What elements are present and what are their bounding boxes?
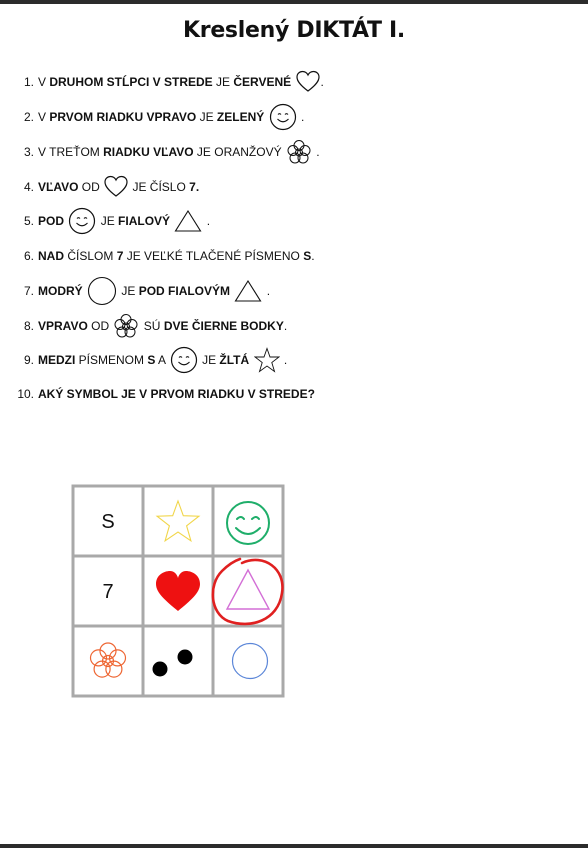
item-number: 6. — [23, 249, 34, 263]
text — [291, 75, 294, 89]
text: A — [155, 353, 169, 367]
grid-cell — [91, 643, 126, 677]
text — [170, 214, 173, 228]
bold-text: ČERVENÉ — [233, 75, 292, 89]
text: JE — [118, 284, 139, 298]
text: . — [283, 319, 288, 333]
smiley-icon — [227, 502, 269, 544]
instruction-item — [0, 279, 270, 303]
bold-text: DVE ČIERNE BODKY — [163, 319, 284, 333]
bold-text: AKÝ SYMBOL JE V PRVOM RIADKU V STREDE? — [38, 387, 315, 401]
grid-cell — [101, 511, 114, 533]
bold-text: VPRAVO — [38, 319, 88, 333]
heart-icon — [104, 175, 128, 199]
smiley-icon — [269, 103, 297, 131]
bold-text: S — [303, 249, 312, 263]
star-icon — [157, 501, 199, 541]
text: . — [263, 284, 271, 298]
text: . — [297, 110, 305, 124]
text: . — [311, 249, 315, 263]
text — [249, 353, 252, 367]
heart-icon — [296, 70, 320, 94]
text: V — [38, 75, 50, 89]
cell-label: 7 — [102, 581, 114, 603]
top-border — [0, 0, 588, 4]
circle-icon — [233, 644, 268, 679]
item-number: 5. — [23, 214, 34, 228]
text: . — [280, 353, 288, 367]
text — [264, 110, 267, 124]
bold-text: ZELENÝ — [216, 110, 265, 124]
bold-text: RIADKU VĽAVO — [103, 145, 194, 159]
instruction-item — [0, 244, 315, 268]
text: JE ČÍSLO — [129, 180, 190, 194]
text: . — [312, 145, 320, 159]
flower-icon — [286, 139, 312, 165]
grid-cell — [157, 501, 199, 541]
grid-cell — [156, 571, 200, 611]
item-number: 4. — [23, 180, 34, 194]
grid-svg — [71, 484, 285, 698]
bold-text: PRVOM RIADKU VPRAVO — [49, 110, 197, 124]
black-dot — [178, 650, 193, 665]
text — [64, 214, 67, 228]
grid-cell — [227, 502, 269, 544]
answer-circle-mark — [213, 559, 283, 624]
instruction-item — [0, 140, 320, 164]
instruction-item — [0, 314, 287, 338]
worksheet-title: Kreslený DIKTÁT I. — [183, 18, 405, 43]
triangle-icon — [227, 570, 269, 609]
instruction-item — [0, 382, 315, 406]
text — [230, 284, 233, 298]
text: . — [320, 75, 324, 89]
instruction-item — [0, 209, 210, 233]
flower-icon — [91, 643, 126, 677]
text: . — [203, 214, 211, 228]
answer-grid — [71, 484, 285, 698]
bold-text: MEDZI — [38, 353, 76, 367]
text: OD — [87, 319, 113, 333]
text: JE — [212, 75, 234, 89]
grid-cell — [102, 581, 113, 603]
triangle-icon — [234, 279, 262, 303]
item-number: 10. — [17, 387, 34, 401]
text: JE ORANŽOVÝ — [193, 145, 285, 159]
text: ČÍSLOM — [64, 249, 117, 263]
bold-text: ŽLTÁ — [219, 353, 250, 367]
item-number: 8. — [23, 319, 34, 333]
text: OD — [78, 180, 104, 194]
bold-text: 7 — [116, 249, 124, 263]
bold-text: DRUHOM STĹPCI V STREDE — [49, 75, 213, 89]
circle-icon — [87, 276, 117, 306]
item-number: 2. — [23, 110, 34, 124]
instruction-item — [0, 105, 304, 129]
smiley-icon — [68, 207, 96, 235]
bold-text: FIALOVÝ — [118, 214, 171, 228]
bold-text: NAD — [38, 249, 64, 263]
triangle-icon — [174, 209, 202, 233]
text: JE VEĽKÉ TLAČENÉ PÍSMENO — [123, 249, 304, 263]
grid-cell — [213, 559, 283, 624]
black-dot — [153, 662, 168, 677]
bottom-border — [0, 844, 588, 848]
bold-text: POD — [38, 214, 65, 228]
text: SÚ — [140, 319, 164, 333]
item-number: 1. — [23, 75, 34, 89]
text — [83, 284, 86, 298]
smiley-icon — [170, 346, 198, 374]
bold-text: S — [147, 353, 156, 367]
item-number: 9. — [23, 353, 34, 367]
bold-text: VĽAVO — [38, 180, 79, 194]
bold-text: MODRÝ — [38, 284, 83, 298]
item-number: 3. — [23, 145, 34, 159]
text: JE — [198, 353, 220, 367]
grid-cell — [153, 650, 193, 677]
text: JE — [97, 214, 119, 228]
text: PÍSMENOM — [75, 353, 148, 367]
grid-cell — [233, 644, 268, 679]
item-number: 7. — [23, 284, 34, 298]
cell-label: S — [101, 511, 115, 533]
text: V TREŤOM — [38, 145, 104, 159]
text: V — [38, 110, 50, 124]
instruction-item — [0, 70, 324, 94]
bold-text: POD FIALOVÝM — [138, 284, 231, 298]
instruction-item — [0, 348, 287, 372]
heart-icon — [156, 571, 200, 611]
bold-text: 7. — [189, 180, 200, 194]
instruction-item — [0, 175, 199, 199]
text: JE — [196, 110, 217, 124]
star-icon — [254, 347, 280, 373]
flower-icon — [113, 313, 139, 339]
